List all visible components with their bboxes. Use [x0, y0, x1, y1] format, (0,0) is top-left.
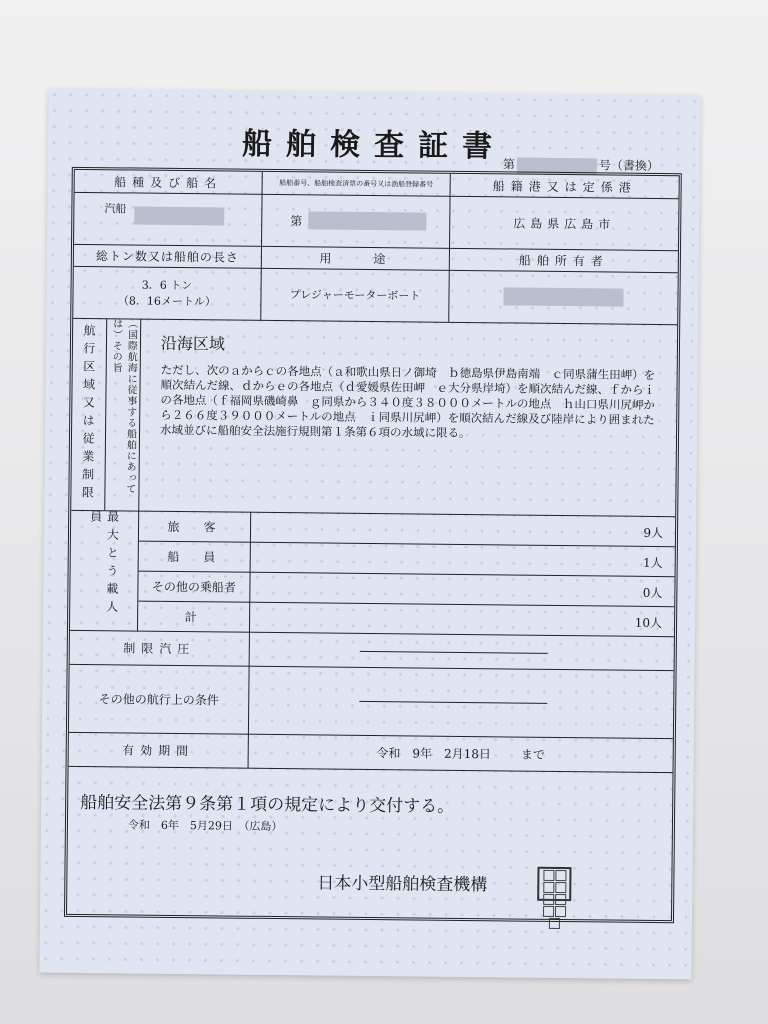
- navigation-area-text: ただし、次のａからｃの各地点（ａ和歌山県日ノ御埼 ｂ徳島県伊島南端 ｃ同県蒲生田岬）を順次結んだ線、ｄからｅの各地点（ｄ愛媛県佐田岬 ｅ大分県岸埼）を順次結んだ線、ｆからｉの各地点（ｆ福岡県磯崎鼻 ｇ同県から３４０度３８０００メートルの地点 ｈ山口県川尻岬から２６６度３９０００メートルの地点 ｉ同県川尻岬）を順次結んだ線及び陸岸により囲まれた水域並びに船舶安全法施行規則第１条第６項の水域に限る。: [160, 362, 656, 441]
- ship-type-value: 汽船: [104, 202, 127, 216]
- tonnage-value: 3．6 トン: [141, 278, 193, 293]
- crew-label: 船 員: [139, 541, 251, 572]
- issued-text: 船舶安全法第９条第１項の規定により交付する。: [80, 792, 455, 817]
- issuer-name: 日本小型船舶検査機構: [317, 873, 488, 896]
- validity-value: 令和 9年 2月18日: [376, 745, 492, 761]
- row-navigation-area: [71, 318, 677, 517]
- issue-date: 令和 6年 5月29日 （広島）: [127, 818, 283, 834]
- footer-area: [67, 766, 673, 920]
- validity-cell: [249, 734, 673, 772]
- navigation-area-title: 沿海区域: [160, 333, 226, 354]
- conditions-label: その他の航行上の条件: [69, 664, 250, 734]
- navigation-note-cell: [105, 318, 141, 510]
- number-cell: [262, 194, 451, 248]
- row-tonnage-values: [73, 266, 678, 325]
- navigation-side-label-cell: [71, 318, 107, 510]
- number-prefix: 第: [290, 213, 303, 228]
- owner-cell: [449, 270, 678, 324]
- tonnage-cell: [73, 266, 262, 320]
- document-title: 船舶検査証書: [241, 126, 507, 165]
- number-header: 船舶番号、船舶検査済票の番号又は漁船登録番号: [263, 172, 451, 196]
- use-header: 用 途: [262, 246, 450, 270]
- ship-type-header: 船種及び船名: [75, 170, 263, 194]
- total-value: 10人: [634, 615, 663, 631]
- port-header: 船籍港又は定係港: [492, 178, 637, 195]
- others-label: その他の乗船者: [138, 571, 250, 602]
- capacity-side-label: 最大とう載人員: [88, 510, 120, 619]
- conditions-blank-line: [359, 701, 547, 704]
- official-seal-icon: [537, 867, 571, 901]
- total-label: 計: [138, 601, 250, 632]
- cert-prefix: 第: [502, 157, 515, 172]
- length-value: （8．16メートル）: [117, 294, 216, 309]
- use-value: プレジャーモーターボート: [261, 268, 450, 322]
- passengers-label: 旅 客: [139, 511, 251, 542]
- validity-until: まで: [520, 747, 546, 762]
- redacted-owner: [503, 287, 623, 306]
- capacity-side-label-cell: [70, 510, 139, 631]
- passengers-value: 9人: [643, 525, 664, 541]
- row-conditions: [69, 664, 674, 739]
- certificate-table: [64, 167, 682, 923]
- validity-label: 有効期間: [69, 732, 249, 768]
- navigation-side-note: （国際航海に従事する船舶にあっては）その旨: [110, 318, 137, 495]
- others-value: 0人: [642, 585, 663, 601]
- tonnage-header: 総トン数又は船舶の長さ: [74, 244, 262, 268]
- pressure-label: 制限汽圧: [70, 630, 250, 666]
- ship-type-cell: [74, 192, 263, 246]
- navigation-side-label: 航行区域又は従業制限: [80, 323, 97, 505]
- port-value: 広島県広島市: [513, 215, 616, 232]
- pressure-blank-line: [360, 651, 548, 654]
- row-ship-values: [74, 192, 679, 251]
- owner-header: 船舶所有者: [518, 253, 609, 268]
- cert-suffix: 号（書換）: [598, 158, 659, 174]
- redacted-ship-number: [308, 211, 426, 230]
- redacted-ship-name: [134, 207, 224, 226]
- row-capacity: [70, 510, 675, 637]
- crew-value: 1人: [642, 555, 663, 571]
- certificate-paper: [39, 89, 700, 980]
